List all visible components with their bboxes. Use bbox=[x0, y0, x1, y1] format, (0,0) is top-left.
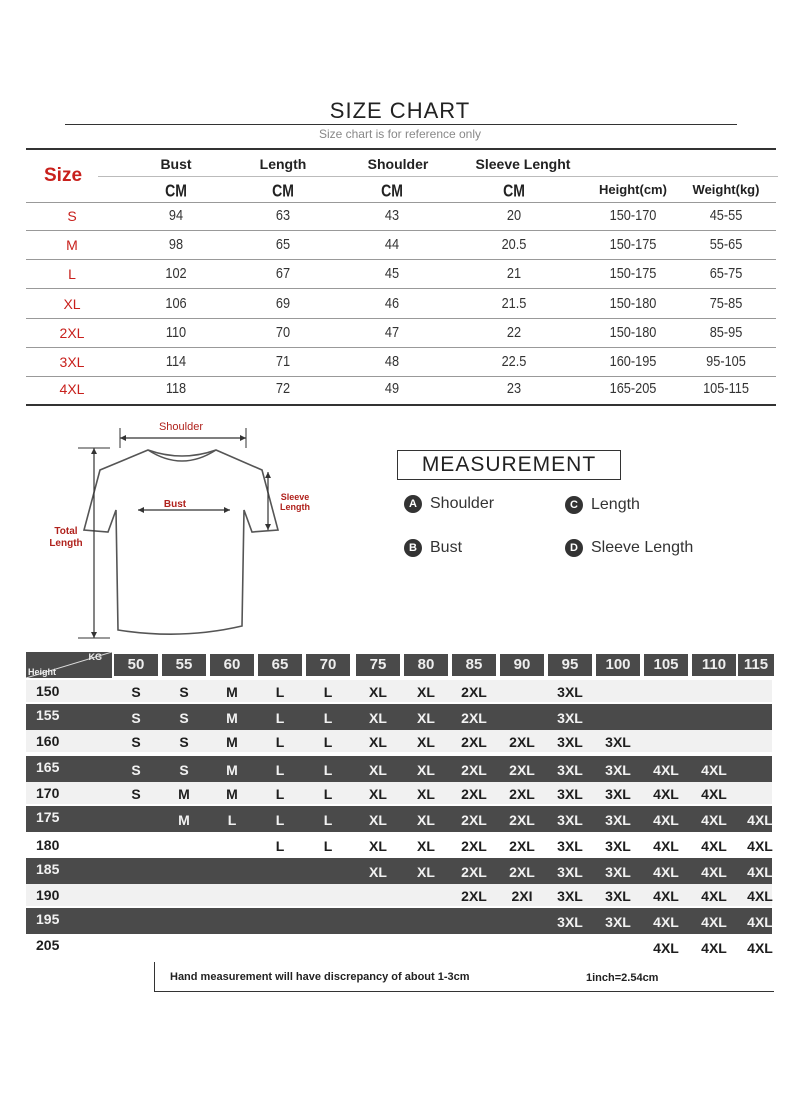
size-table-cell-weight: 45-55 bbox=[709, 207, 743, 224]
weight-header-cell: 55 bbox=[162, 654, 206, 676]
size-recommendation-cell: 3XL bbox=[557, 864, 583, 880]
kg-label: KG bbox=[88, 652, 102, 662]
size-recommendation-cell: 2XL bbox=[461, 812, 487, 828]
size-recommendation-cell: L bbox=[275, 838, 285, 854]
size-recommendation-cell: L bbox=[323, 734, 333, 750]
size-recommendation-cell: L bbox=[323, 786, 333, 802]
size-recommendation-cell: 4XL bbox=[701, 940, 727, 956]
row-divider bbox=[26, 376, 776, 377]
size-recommendation-cell: 4XL bbox=[701, 762, 727, 778]
measurement-title: MEASUREMENT bbox=[397, 450, 621, 480]
weight-header-cell: 95 bbox=[548, 654, 592, 676]
weight-header-cell: 50 bbox=[114, 654, 158, 676]
size-table-cell-shoulder: 45 bbox=[384, 265, 400, 282]
size-recommendation-cell: L bbox=[323, 684, 333, 700]
weight-header-cell: 105 bbox=[644, 654, 688, 676]
size-recommendation-cell: XL bbox=[369, 734, 387, 750]
size-recommendation-cell: L bbox=[275, 710, 285, 726]
height-value: 190 bbox=[36, 887, 60, 903]
letter-d-icon: D bbox=[565, 539, 583, 557]
weight-header-cell: 115 bbox=[738, 654, 774, 676]
size-recommendation-cell: 4XL bbox=[701, 812, 727, 828]
size-table-cell-shoulder: 49 bbox=[384, 380, 400, 397]
height-row bbox=[26, 806, 772, 832]
weight-header-cell: 110 bbox=[692, 654, 736, 676]
column-header-shoulder: Shoulder bbox=[367, 156, 429, 172]
height-row bbox=[26, 908, 772, 934]
size-recommendation-cell: M bbox=[178, 786, 190, 802]
size-recommendation-cell: S bbox=[179, 762, 189, 778]
size-table-cell-sleeve: 21 bbox=[506, 265, 522, 282]
size-recommendation-cell: XL bbox=[417, 838, 435, 854]
size-recommendation-cell: 4XL bbox=[653, 762, 679, 778]
size-cell: 4XL bbox=[59, 381, 85, 397]
row-divider bbox=[26, 259, 776, 260]
size-recommendation-cell: 4XL bbox=[701, 888, 727, 904]
size-recommendation-cell: 4XL bbox=[747, 812, 773, 828]
size-column-label: Size bbox=[44, 165, 83, 186]
size-recommendation-cell: L bbox=[275, 734, 285, 750]
size-recommendation-cell: 4XL bbox=[653, 914, 679, 930]
height-value: 180 bbox=[36, 837, 60, 853]
size-table-cell-weight: 105-115 bbox=[703, 380, 749, 397]
size-cell: S bbox=[67, 208, 77, 224]
height-value: 170 bbox=[36, 785, 60, 801]
size-recommendation-cell: 4XL bbox=[653, 940, 679, 956]
height-value: 175 bbox=[36, 809, 60, 825]
size-recommendation-cell: S bbox=[131, 710, 141, 726]
unit-bust: CM bbox=[165, 180, 187, 200]
size-recommendation-cell: XL bbox=[369, 710, 387, 726]
size-table-cell-weight: 85-95 bbox=[709, 324, 743, 341]
size-table-cell-height: 150-180 bbox=[609, 295, 657, 312]
diagram-label-shoulder: Shoulder bbox=[158, 421, 204, 433]
size-cell: M bbox=[66, 237, 78, 253]
size-recommendation-cell: XL bbox=[369, 762, 387, 778]
size-table-top-border bbox=[26, 148, 776, 150]
size-table-cell-length: 63 bbox=[275, 207, 291, 224]
size-recommendation-cell: 3XL bbox=[605, 888, 631, 904]
column-header-sleeve: Sleeve Lenght bbox=[475, 156, 571, 172]
size-recommendation-cell: 2XL bbox=[509, 864, 535, 880]
size-recommendation-cell: 4XL bbox=[701, 864, 727, 880]
size-table-cell-weight: 95-105 bbox=[706, 353, 746, 370]
size-recommendation-cell: 2XL bbox=[509, 812, 535, 828]
size-table-cell-height: 165-205 bbox=[609, 380, 657, 397]
row-divider bbox=[26, 347, 776, 348]
height-row bbox=[26, 884, 772, 906]
measurement-item-c bbox=[565, 496, 640, 514]
diagram-label-bust: Bust bbox=[163, 499, 187, 510]
size-recommendation-cell: 3XL bbox=[605, 864, 631, 880]
size-recommendation-cell: 3XL bbox=[605, 914, 631, 930]
size-recommendation-cell: 3XL bbox=[605, 786, 631, 802]
size-recommendation-cell: S bbox=[179, 710, 189, 726]
size-table-cell-shoulder: 47 bbox=[384, 324, 400, 341]
height-value: 150 bbox=[36, 683, 60, 699]
size-table-cell-bust: 98 bbox=[168, 236, 184, 253]
size-recommendation-cell: 3XL bbox=[557, 786, 583, 802]
size-recommendation-cell: 3XL bbox=[605, 734, 631, 750]
unit-shoulder: CM bbox=[381, 180, 403, 200]
size-recommendation-cell: XL bbox=[417, 710, 435, 726]
column-header-weight: Weight(kg) bbox=[692, 182, 760, 197]
size-recommendation-cell: 4XL bbox=[747, 888, 773, 904]
footer-inch-conversion: 1inch=2.54cm bbox=[586, 972, 659, 984]
height-row bbox=[26, 730, 772, 752]
size-recommendation-cell: XL bbox=[417, 864, 435, 880]
size-recommendation-cell: 3XL bbox=[605, 838, 631, 854]
footer-note: Hand measurement will have discrepancy of about 1-3cm bbox=[170, 971, 470, 983]
weight-header-cell: 75 bbox=[356, 654, 400, 676]
size-table-cell-length: 69 bbox=[275, 295, 291, 312]
size-recommendation-cell: 4XL bbox=[653, 812, 679, 828]
measurement-item-b bbox=[404, 539, 462, 557]
size-recommendation-cell: XL bbox=[417, 762, 435, 778]
size-recommendation-cell: 4XL bbox=[747, 940, 773, 956]
tshirt-outline bbox=[84, 450, 278, 634]
size-recommendation-cell: XL bbox=[417, 684, 435, 700]
hw-corner-cell bbox=[26, 652, 112, 678]
size-table-cell-length: 71 bbox=[275, 353, 291, 370]
size-table-cell-sleeve: 20 bbox=[506, 207, 522, 224]
size-table-cell-sleeve: 22.5 bbox=[501, 353, 527, 370]
size-recommendation-cell: 4XL bbox=[701, 838, 727, 854]
sleeve-label-line2: Length bbox=[280, 502, 310, 512]
row-divider bbox=[26, 202, 776, 203]
size-table-cell-shoulder: 43 bbox=[384, 207, 400, 224]
size-table-cell-weight: 65-75 bbox=[709, 265, 743, 282]
size-table-cell-sleeve: 21.5 bbox=[501, 295, 527, 312]
weight-header-cell: 85 bbox=[452, 654, 496, 676]
size-recommendation-cell: M bbox=[226, 734, 238, 750]
size-recommendation-cell: 2XL bbox=[509, 838, 535, 854]
height-row bbox=[26, 680, 772, 702]
size-recommendation-cell: 4XL bbox=[747, 864, 773, 880]
size-recommendation-cell: M bbox=[226, 710, 238, 726]
measurement-label-b: Bust bbox=[430, 539, 463, 556]
size-recommendation-cell: S bbox=[179, 734, 189, 750]
weight-header-cell: 80 bbox=[404, 654, 448, 676]
size-table-cell-height: 160-195 bbox=[609, 353, 657, 370]
size-table-cell-bust: 110 bbox=[165, 324, 187, 341]
sleeve-label-line1: Sleeve bbox=[280, 492, 310, 502]
weight-header-cell: 60 bbox=[210, 654, 254, 676]
size-recommendation-cell: 3XL bbox=[557, 888, 583, 904]
weight-header-cell: 100 bbox=[596, 654, 640, 676]
size-recommendation-cell: 4XL bbox=[653, 838, 679, 854]
size-recommendation-cell: 3XL bbox=[557, 914, 583, 930]
size-recommendation-cell: XL bbox=[417, 786, 435, 802]
weight-header-cell: 65 bbox=[258, 654, 302, 676]
size-recommendation-cell: 3XL bbox=[605, 812, 631, 828]
row-divider bbox=[26, 318, 776, 319]
size-recommendation-cell: 4XL bbox=[653, 864, 679, 880]
size-recommendation-cell: L bbox=[275, 762, 285, 778]
row-divider bbox=[26, 288, 776, 289]
measurement-label-c: Length bbox=[591, 496, 640, 513]
size-recommendation-cell: XL bbox=[417, 812, 435, 828]
height-row bbox=[26, 834, 772, 856]
size-table-cell-height: 150-180 bbox=[609, 324, 657, 341]
size-cell: L bbox=[68, 266, 76, 282]
size-table-cell-length: 65 bbox=[275, 236, 291, 253]
size-table-cell-bust: 106 bbox=[165, 295, 187, 312]
size-recommendation-cell: M bbox=[226, 786, 238, 802]
size-table-cell-shoulder: 48 bbox=[384, 353, 400, 370]
size-recommendation-cell: M bbox=[226, 684, 238, 700]
size-recommendation-cell: 2XL bbox=[509, 786, 535, 802]
size-table-cell-weight: 55-65 bbox=[709, 236, 743, 253]
size-recommendation-cell: XL bbox=[369, 786, 387, 802]
measurement-label-d: Sleeve Length bbox=[591, 539, 694, 556]
size-header-divider bbox=[98, 176, 778, 177]
height-value: 195 bbox=[36, 911, 60, 927]
size-recommendation-cell: L bbox=[323, 838, 333, 854]
diagram-label-total-length bbox=[40, 526, 92, 550]
size-table-cell-bust: 114 bbox=[165, 353, 187, 370]
size-table-cell-sleeve: 20.5 bbox=[501, 236, 527, 253]
size-recommendation-cell: 3XL bbox=[557, 838, 583, 854]
column-header-length: Length bbox=[259, 156, 307, 172]
size-recommendation-cell: 4XL bbox=[701, 914, 727, 930]
height-value: 205 bbox=[36, 937, 60, 953]
size-recommendation-cell: L bbox=[275, 812, 285, 828]
size-recommendation-cell: 2XL bbox=[509, 762, 535, 778]
size-recommendation-cell: S bbox=[131, 762, 141, 778]
unit-sleeve: CM bbox=[503, 180, 525, 200]
size-table-cell-height: 150-175 bbox=[609, 265, 657, 282]
weight-header-cell: 70 bbox=[306, 654, 350, 676]
size-table-cell-bust: 102 bbox=[165, 265, 187, 282]
size-table-cell-weight: 75-85 bbox=[709, 295, 743, 312]
size-recommendation-cell: L bbox=[275, 786, 285, 802]
size-recommendation-cell: 3XL bbox=[557, 734, 583, 750]
size-recommendation-cell: 2XL bbox=[461, 786, 487, 802]
column-header-height: Height(cm) bbox=[599, 182, 667, 197]
size-recommendation-cell: 4XL bbox=[653, 786, 679, 802]
size-recommendation-cell: L bbox=[275, 684, 285, 700]
size-recommendation-cell: 2XL bbox=[461, 734, 487, 750]
size-table-cell-bust: 118 bbox=[165, 380, 187, 397]
size-recommendation-cell: 3XL bbox=[557, 812, 583, 828]
size-recommendation-cell: 3XL bbox=[557, 762, 583, 778]
height-row bbox=[26, 756, 772, 782]
size-recommendation-cell: 2XL bbox=[509, 734, 535, 750]
letter-a-icon: A bbox=[404, 495, 422, 513]
height-row bbox=[26, 782, 772, 804]
size-table-cell-length: 70 bbox=[275, 324, 291, 341]
size-table-cell-sleeve: 23 bbox=[506, 380, 522, 397]
size-recommendation-cell: L bbox=[323, 812, 333, 828]
size-table-cell-shoulder: 46 bbox=[384, 295, 400, 312]
size-cell: 2XL bbox=[59, 325, 85, 341]
title-divider bbox=[65, 124, 737, 125]
page-title: SIZE CHART bbox=[329, 98, 471, 123]
size-cell: 3XL bbox=[59, 354, 85, 370]
total-length-line2: Length bbox=[49, 538, 83, 549]
column-header-bust: Bust bbox=[160, 156, 192, 172]
letter-c-icon: C bbox=[565, 496, 583, 514]
size-recommendation-cell: 2XL bbox=[461, 684, 487, 700]
unit-length: CM bbox=[272, 180, 294, 200]
weight-header-cell: 90 bbox=[500, 654, 544, 676]
size-recommendation-cell: L bbox=[227, 812, 237, 828]
size-recommendation-cell: 3XL bbox=[557, 684, 583, 700]
row-divider bbox=[26, 230, 776, 231]
height-value: 165 bbox=[36, 759, 60, 775]
size-table-cell-height: 150-175 bbox=[609, 236, 657, 253]
size-cell: XL bbox=[63, 296, 81, 312]
size-recommendation-cell: 2XL bbox=[461, 864, 487, 880]
measurement-item-a bbox=[404, 495, 494, 513]
size-recommendation-cell: XL bbox=[417, 734, 435, 750]
size-recommendation-cell: 2XL bbox=[461, 838, 487, 854]
size-recommendation-cell: S bbox=[131, 786, 141, 802]
size-recommendation-cell: 4XL bbox=[653, 888, 679, 904]
size-recommendation-cell: 4XL bbox=[747, 838, 773, 854]
size-recommendation-cell: M bbox=[178, 812, 190, 828]
height-row bbox=[26, 934, 772, 960]
size-recommendation-cell: S bbox=[131, 734, 141, 750]
letter-b-icon: B bbox=[404, 539, 422, 557]
size-recommendation-cell: S bbox=[131, 684, 141, 700]
size-table-bottom-border bbox=[26, 404, 776, 406]
size-recommendation-cell: 3XL bbox=[605, 762, 631, 778]
size-table-cell-sleeve: 22 bbox=[506, 324, 522, 341]
measurement-item-d bbox=[565, 539, 693, 557]
size-recommendation-cell: 2XI bbox=[511, 888, 533, 904]
size-recommendation-cell: 2XL bbox=[461, 762, 487, 778]
size-table-cell-height: 150-170 bbox=[609, 207, 657, 224]
page-subtitle: Size chart is for reference only bbox=[318, 127, 482, 141]
size-recommendation-cell: L bbox=[323, 762, 333, 778]
size-recommendation-cell: 2XL bbox=[461, 710, 487, 726]
size-recommendation-cell: XL bbox=[369, 838, 387, 854]
height-label: Height bbox=[28, 667, 56, 677]
size-table-cell-shoulder: 44 bbox=[384, 236, 400, 253]
size-recommendation-cell: S bbox=[179, 684, 189, 700]
height-row bbox=[26, 858, 772, 884]
size-table-cell-bust: 94 bbox=[168, 207, 184, 224]
measurement-label-a: Shoulder bbox=[430, 495, 495, 512]
height-value: 185 bbox=[36, 861, 60, 877]
size-recommendation-cell: 3XL bbox=[557, 710, 583, 726]
height-value: 160 bbox=[36, 733, 60, 749]
size-recommendation-cell: 2XL bbox=[461, 888, 487, 904]
size-table-cell-length: 67 bbox=[275, 265, 291, 282]
size-recommendation-cell: XL bbox=[369, 684, 387, 700]
height-row bbox=[26, 704, 772, 730]
size-recommendation-cell: 4XL bbox=[747, 914, 773, 930]
size-recommendation-cell: XL bbox=[369, 864, 387, 880]
total-length-line1: Total bbox=[54, 526, 78, 537]
size-recommendation-cell: 4XL bbox=[701, 786, 727, 802]
size-recommendation-cell: M bbox=[226, 762, 238, 778]
height-value: 155 bbox=[36, 707, 60, 723]
size-recommendation-cell: XL bbox=[369, 812, 387, 828]
size-table-cell-length: 72 bbox=[275, 380, 291, 397]
size-recommendation-cell: L bbox=[323, 710, 333, 726]
diagram-label-sleeve bbox=[272, 492, 318, 512]
